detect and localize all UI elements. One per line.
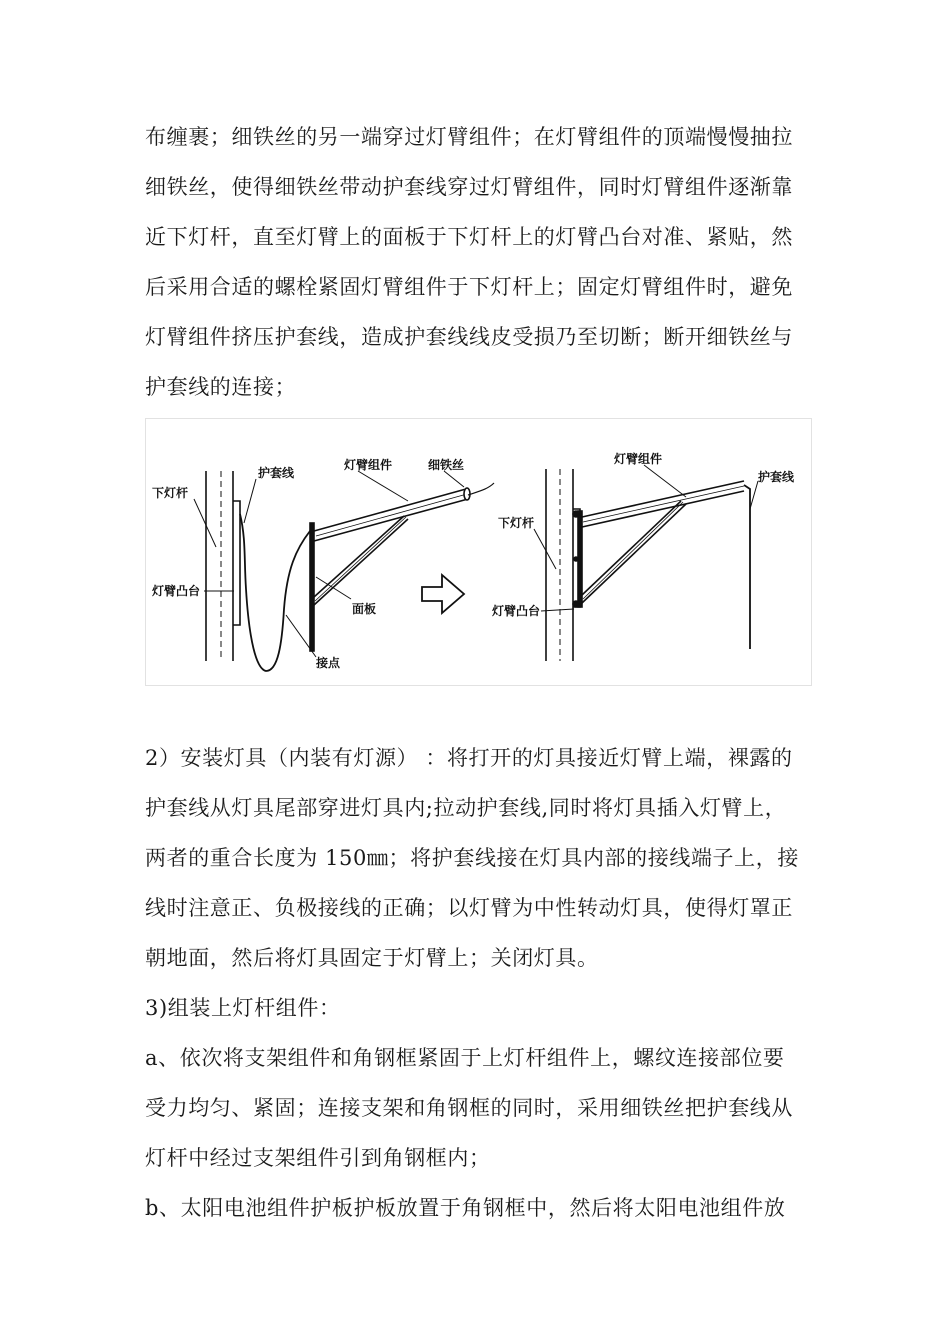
text-line: 后采用合适的螺栓紧固灯臂组件于下灯杆上；固定灯臂组件时，避免 — [145, 275, 793, 299]
installation-diagram — [145, 418, 812, 686]
leader — [358, 471, 408, 501]
leader — [750, 481, 758, 509]
label-thin-wire: 细铁丝 — [428, 458, 465, 472]
diagram-svg — [146, 419, 811, 685]
panel — [310, 523, 314, 651]
text-line: 近下灯杆，直至灯臂上的面板于下灯杆上的灯臂凸台对准、紧贴，然 — [145, 225, 793, 249]
text-line: 护套线从灯具尾部穿进灯具内;拉动护套线,同时将灯具插入灯臂上， — [145, 796, 787, 820]
leader — [194, 499, 216, 547]
thin-wire — [468, 483, 494, 495]
bolt — [574, 557, 578, 561]
bolt — [573, 601, 579, 607]
label-lower-pole-right: 下灯杆 — [498, 516, 535, 530]
label-lower-pole: 下灯杆 — [152, 486, 189, 500]
text-line: 两者的重合长度为 150㎜；将护套线接在灯具内部的接线端子上，接 — [145, 846, 799, 870]
text-line: 线时注意正、负极接线的正确；以灯臂为中性转动灯具，使得灯罩正 — [145, 896, 793, 920]
text-line: 布缠裹；细铁丝的另一端穿过灯臂组件；在灯臂组件的顶端慢慢抽拉 — [145, 125, 793, 149]
leader — [444, 471, 464, 487]
label-lamp-arm-boss: 灯臂凸台 — [152, 584, 201, 598]
arm-brace — [582, 501, 681, 595]
bolt — [573, 511, 579, 517]
label-panel: 面板 — [352, 602, 377, 616]
text-line: 2）安装灯具（内装有灯源） ：将打开的灯具接近灯臂上端，裸露的 — [145, 746, 793, 770]
lamp-arm-boss — [233, 501, 240, 625]
arm-brace-inner — [315, 517, 406, 601]
section-heading: 3)组装上灯杆组件： — [145, 996, 341, 1020]
sheath-wire — [744, 485, 750, 649]
direction-arrow — [422, 575, 464, 613]
label-lamp-arm-boss-right: 灯臂凸台 — [492, 604, 541, 618]
arm-brace-inner — [583, 502, 683, 599]
label-lamp-arm-assembly-right: 灯臂组件 — [614, 452, 663, 466]
text-line: 护套线的连接； — [145, 375, 297, 399]
text-line: 朝地面，然后将灯具固定于灯臂上；关闭灯具。 — [145, 946, 599, 970]
arm-tube-top — [582, 481, 744, 517]
label-lamp-arm-assembly: 灯臂组件 — [344, 458, 393, 472]
leader — [644, 465, 686, 497]
leader — [534, 529, 556, 569]
leader — [244, 479, 256, 523]
arm-tube-end — [464, 488, 470, 500]
arm-tube-inner — [316, 494, 467, 536]
label-sheath-wire: 护套线 — [258, 466, 295, 480]
arm-brace — [314, 519, 408, 605]
text-line: 细铁丝，使得细铁丝带动护套线穿过灯臂组件，同时灯臂组件逐渐靠 — [145, 175, 793, 199]
label-sheath-wire-right: 护套线 — [758, 470, 795, 484]
text-line: 灯杆中经过支架组件引到角钢框内； — [145, 1146, 491, 1170]
text-line: b、太阳电池组件护板护板放置于角钢框中，然后将太阳电池组件放 — [145, 1196, 786, 1220]
label-joint: 接点 — [316, 656, 341, 670]
text-line: 灯臂组件挤压护套线，造成护套线线皮受损乃至切断；断开细铁丝与 — [145, 325, 793, 349]
text-line: a、依次将支架组件和角钢框紧固于上灯杆组件上，螺纹连接部位要 — [145, 1046, 785, 1070]
arm-tube-top — [314, 489, 466, 531]
text-line: 受力均匀、紧固；连接支架和角钢框的同时，采用细铁丝把护套线从 — [145, 1096, 793, 1120]
sheath-wire-loop — [240, 514, 310, 671]
